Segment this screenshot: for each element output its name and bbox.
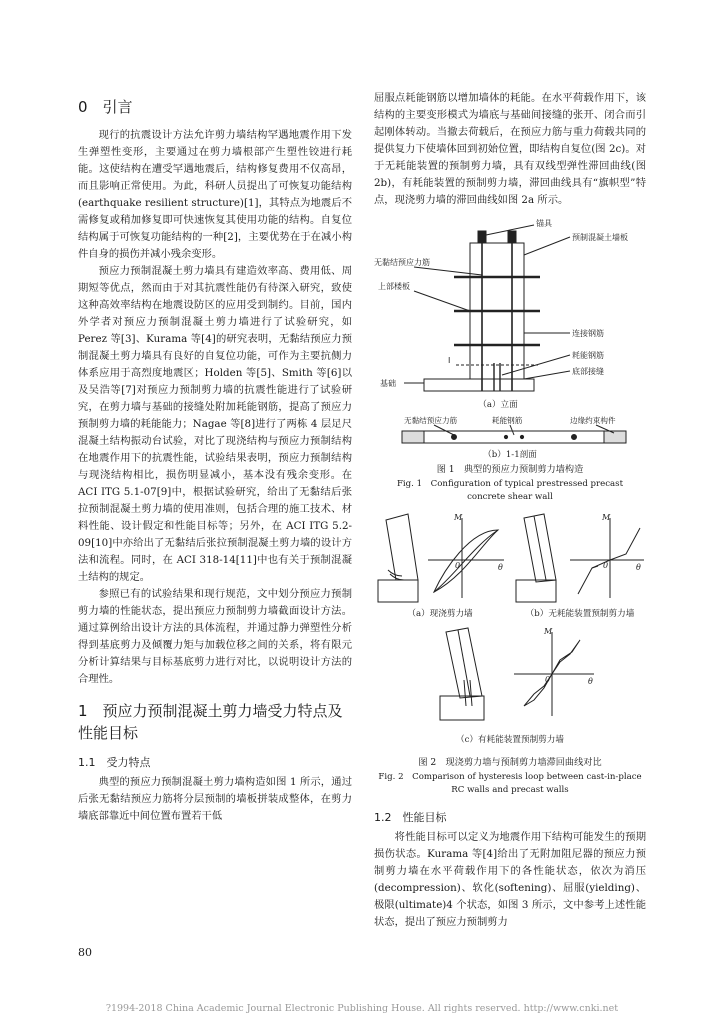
- section-1-2-paragraph: 将性能目标可以定义为地震作用下结构可能发生的预期损伤状态。Kurama 等[4]给出了无附加阻尼器的预应力预制剪力墙在水平荷载作用下的各性能状态，依次为消压(decompression)、软化(softening)、屈服(yielding)、极限(ultimate)4 个状态，如图 3 所示，文中参考上述性能状态，提出了预应力预制剪力: [374, 831, 646, 928]
- section-0-title: 0 引言: [78, 98, 133, 116]
- fig2c-origin: 0: [545, 675, 551, 684]
- fig2-sub-b: （b）无耗能装置预制剪力墙: [525, 609, 635, 619]
- fig2b-axis-m: M: [602, 513, 611, 522]
- fig2-caption-cn: 图 2 现浇剪力墙与预制剪力墙滞回曲线对比: [418, 757, 602, 768]
- fig1-sub-a: （a）立面: [478, 400, 518, 410]
- left-column: [78, 90, 352, 825]
- right-column: [374, 90, 646, 931]
- fig1-sub-b: （b）1-1剖面: [483, 450, 537, 460]
- fig2c-axis-theta: θ: [588, 677, 593, 686]
- fig2b-origin: 0: [603, 561, 609, 570]
- figure-1-drawing: [374, 215, 646, 413]
- figure-1-section: [374, 413, 646, 461]
- figure-2-drawing: [374, 510, 646, 754]
- fig2c-group: [440, 628, 594, 720]
- foundation: [424, 379, 534, 391]
- intro-paragraph-2: 预应力预制混凝土剪力墙具有建造效率高、费用低、周期短等优点，然而由于对其抗震性能仍有待深入研究，致使这种高效率结构在地震设防区的应用受到制约。目前，国内外学者对预应力预制混凝土剪力墙进行了试验研究，如 Perez 等[3]、Kurama 等[4]的研究表明，无黏结预应力预制混凝土剪力墙具有良好的自复位功能，可作为主要抗侧力体系应用于高烈度地震区；Holden 等[5]、Smith 等[6]以及吴浩等[7]对预应力预制剪力墙的抗震性能进行了试验研究，在剪力墙与基础的接缝处附加耗能钢筋，提高了预应力预制剪力墙的耗能能力；Nagae 等[8]进行了两栋 4 层足尺混凝土结构振动台试验，对比了现浇结构与预应力预制结构在地震作用下的抗震性能，试验结果表明，预应力预制结构与现浇结构相比，损伤明显减小，基本没有残余变形。在 ACI ITG 5.1-07[9]中，根据试验研究，给出了无黏结后张拉预制混凝土剪力墙的使用准则，包括合理的施工技术、材料性能、设计假定和性能目标等；另外，在 ACI ITG 5.2-09[10]中亦给出了无黏结后张拉预制混凝土剪力墙的设计方法和流程。同时，在 ACI 318-14[11]中也有关于预制混凝土结构的规定。: [78, 265, 352, 583]
- fig1-label-tendon: 无黏结预应力筋: [374, 258, 430, 267]
- fig1-label-anchor: 锚具: [536, 219, 552, 228]
- figure-2: [374, 510, 646, 797]
- wall-panel: [470, 311, 524, 345]
- fig1-caption-en-2: concrete shear wall: [467, 492, 553, 502]
- section-1-1-paragraph: 典型的预应力预制混凝土剪力墙构造如图 1 所示，通过后张无黏结预应力筋将分层预制的墙板拼装成整体，在剪力墙底部靠近中间位置布置若干低: [78, 776, 352, 822]
- fig2a-axis-m: M: [454, 513, 463, 522]
- fig2b-group: [516, 514, 644, 602]
- fig1-label-joint: 底部接缝: [572, 367, 604, 376]
- fig2-sub-c: （c）有耗能装置预制剪力墙: [456, 735, 564, 745]
- wall-panel: [470, 277, 524, 311]
- fig2-caption-en-2: RC walls and precast walls: [451, 785, 569, 795]
- fig1-label-energy-bar: 耗能钢筋: [572, 351, 604, 360]
- wall-panel: [470, 345, 524, 379]
- fig2a-group: [378, 514, 504, 602]
- fig1-sec-tendon: 无黏结预应力筋: [404, 416, 458, 425]
- subsection-1-2-title: 1.2 性能目标: [374, 811, 447, 824]
- fig1-label-slab: 上部楼板: [378, 282, 410, 291]
- fig1-caption-en-1: Fig. 1 Configuration of typical prestressed precast: [396, 479, 624, 489]
- fig2a-axis-theta: θ: [498, 563, 503, 572]
- intro-paragraph-3: 参照已有的试验结果和现行规范，文中划分预应力预制剪力墙的性能状态，提出预应力预制剪力墙截面设计方法。通过算例给出设计方法的具体流程，并通过静力弹塑性分析得到基底剪力及倾覆力矩与加载位移之间的关系，将有限元分析计算结果与目标基底剪力进行对比，以说明设计方法的合理性。: [78, 588, 352, 685]
- subsection-1-1-title: 1.1 受力特点: [78, 756, 151, 769]
- fig2-caption-en-1: Fig. 2 Comparison of hysteresis loop between cast-in-place: [378, 772, 642, 782]
- fig2b-axis-theta: θ: [636, 563, 641, 572]
- section-1-title: 1 预应力预制混凝土剪力墙受力特点及性能目标: [78, 702, 343, 742]
- intro-paragraph-1: 现行的抗震设计方法允许剪力墙结构罕遇地震作用下发生弹塑性变形，主要通过在剪力墙根部产生塑性铰进行耗能。这使结构在遭受罕遇地震后，结构修复费用不仅高昂，而且影响正常使用。为此，科研人员提出了可恢复功能结构(earthquake resilient structure)[1]，其特点为地震后不需修复或稍加修复即可快速恢复其使用功能的结构。自复位结构属于可恢复功能结构的一种[2]，主要优势在于在减小构件自身的损伤并减小残余变形。: [78, 129, 352, 260]
- figure-1: [374, 215, 646, 504]
- fig1-section-mark: I: [448, 356, 451, 365]
- fig1-sec-boundary: 边缘约束构件: [570, 416, 616, 425]
- copyright-footer: ?1994-2018 China Academic Journal Electronic Publishing House. All rights reserved. http://www.cnki.net: [105, 1003, 619, 1014]
- fig2c-axis-m: M: [544, 627, 553, 636]
- fig1-label-connect: 连接钢筋: [572, 329, 604, 338]
- right-paragraph-1: 屈服点耗能钢筋以增加墙体的耗能。在水平荷载作用下，该结构的主要变形模式为墙底与基础间接缝的张开、闭合而引起刚体转动。当撤去荷载后，在预应力筋与重力荷载共同的提供复力下使墙体回到初始位置，即结构自复位(图 2c)。对于无耗能装置的预制剪力墙，具有双线型弹性滞回曲线(图 2b)，有耗能装置的预制剪力墙，滞回曲线具有“旗帜型”特点，现浇剪力墙的滞回曲线如图 2a 所示。: [374, 92, 646, 206]
- fig2-sub-a: （a）现浇剪力墙: [407, 609, 473, 619]
- page-number: 80: [78, 946, 92, 959]
- fig1-label-foundation: 基础: [380, 379, 396, 388]
- fig1-label-wall-panel: 预制混凝土墙板: [572, 233, 628, 242]
- fig1-caption-cn: 图 1 典型的预应力预制剪力墙构造: [436, 464, 584, 475]
- fig1-sec-energy: 耗能钢筋: [492, 416, 523, 425]
- wall-panel: [470, 243, 524, 277]
- fig2a-origin: 0: [455, 561, 461, 570]
